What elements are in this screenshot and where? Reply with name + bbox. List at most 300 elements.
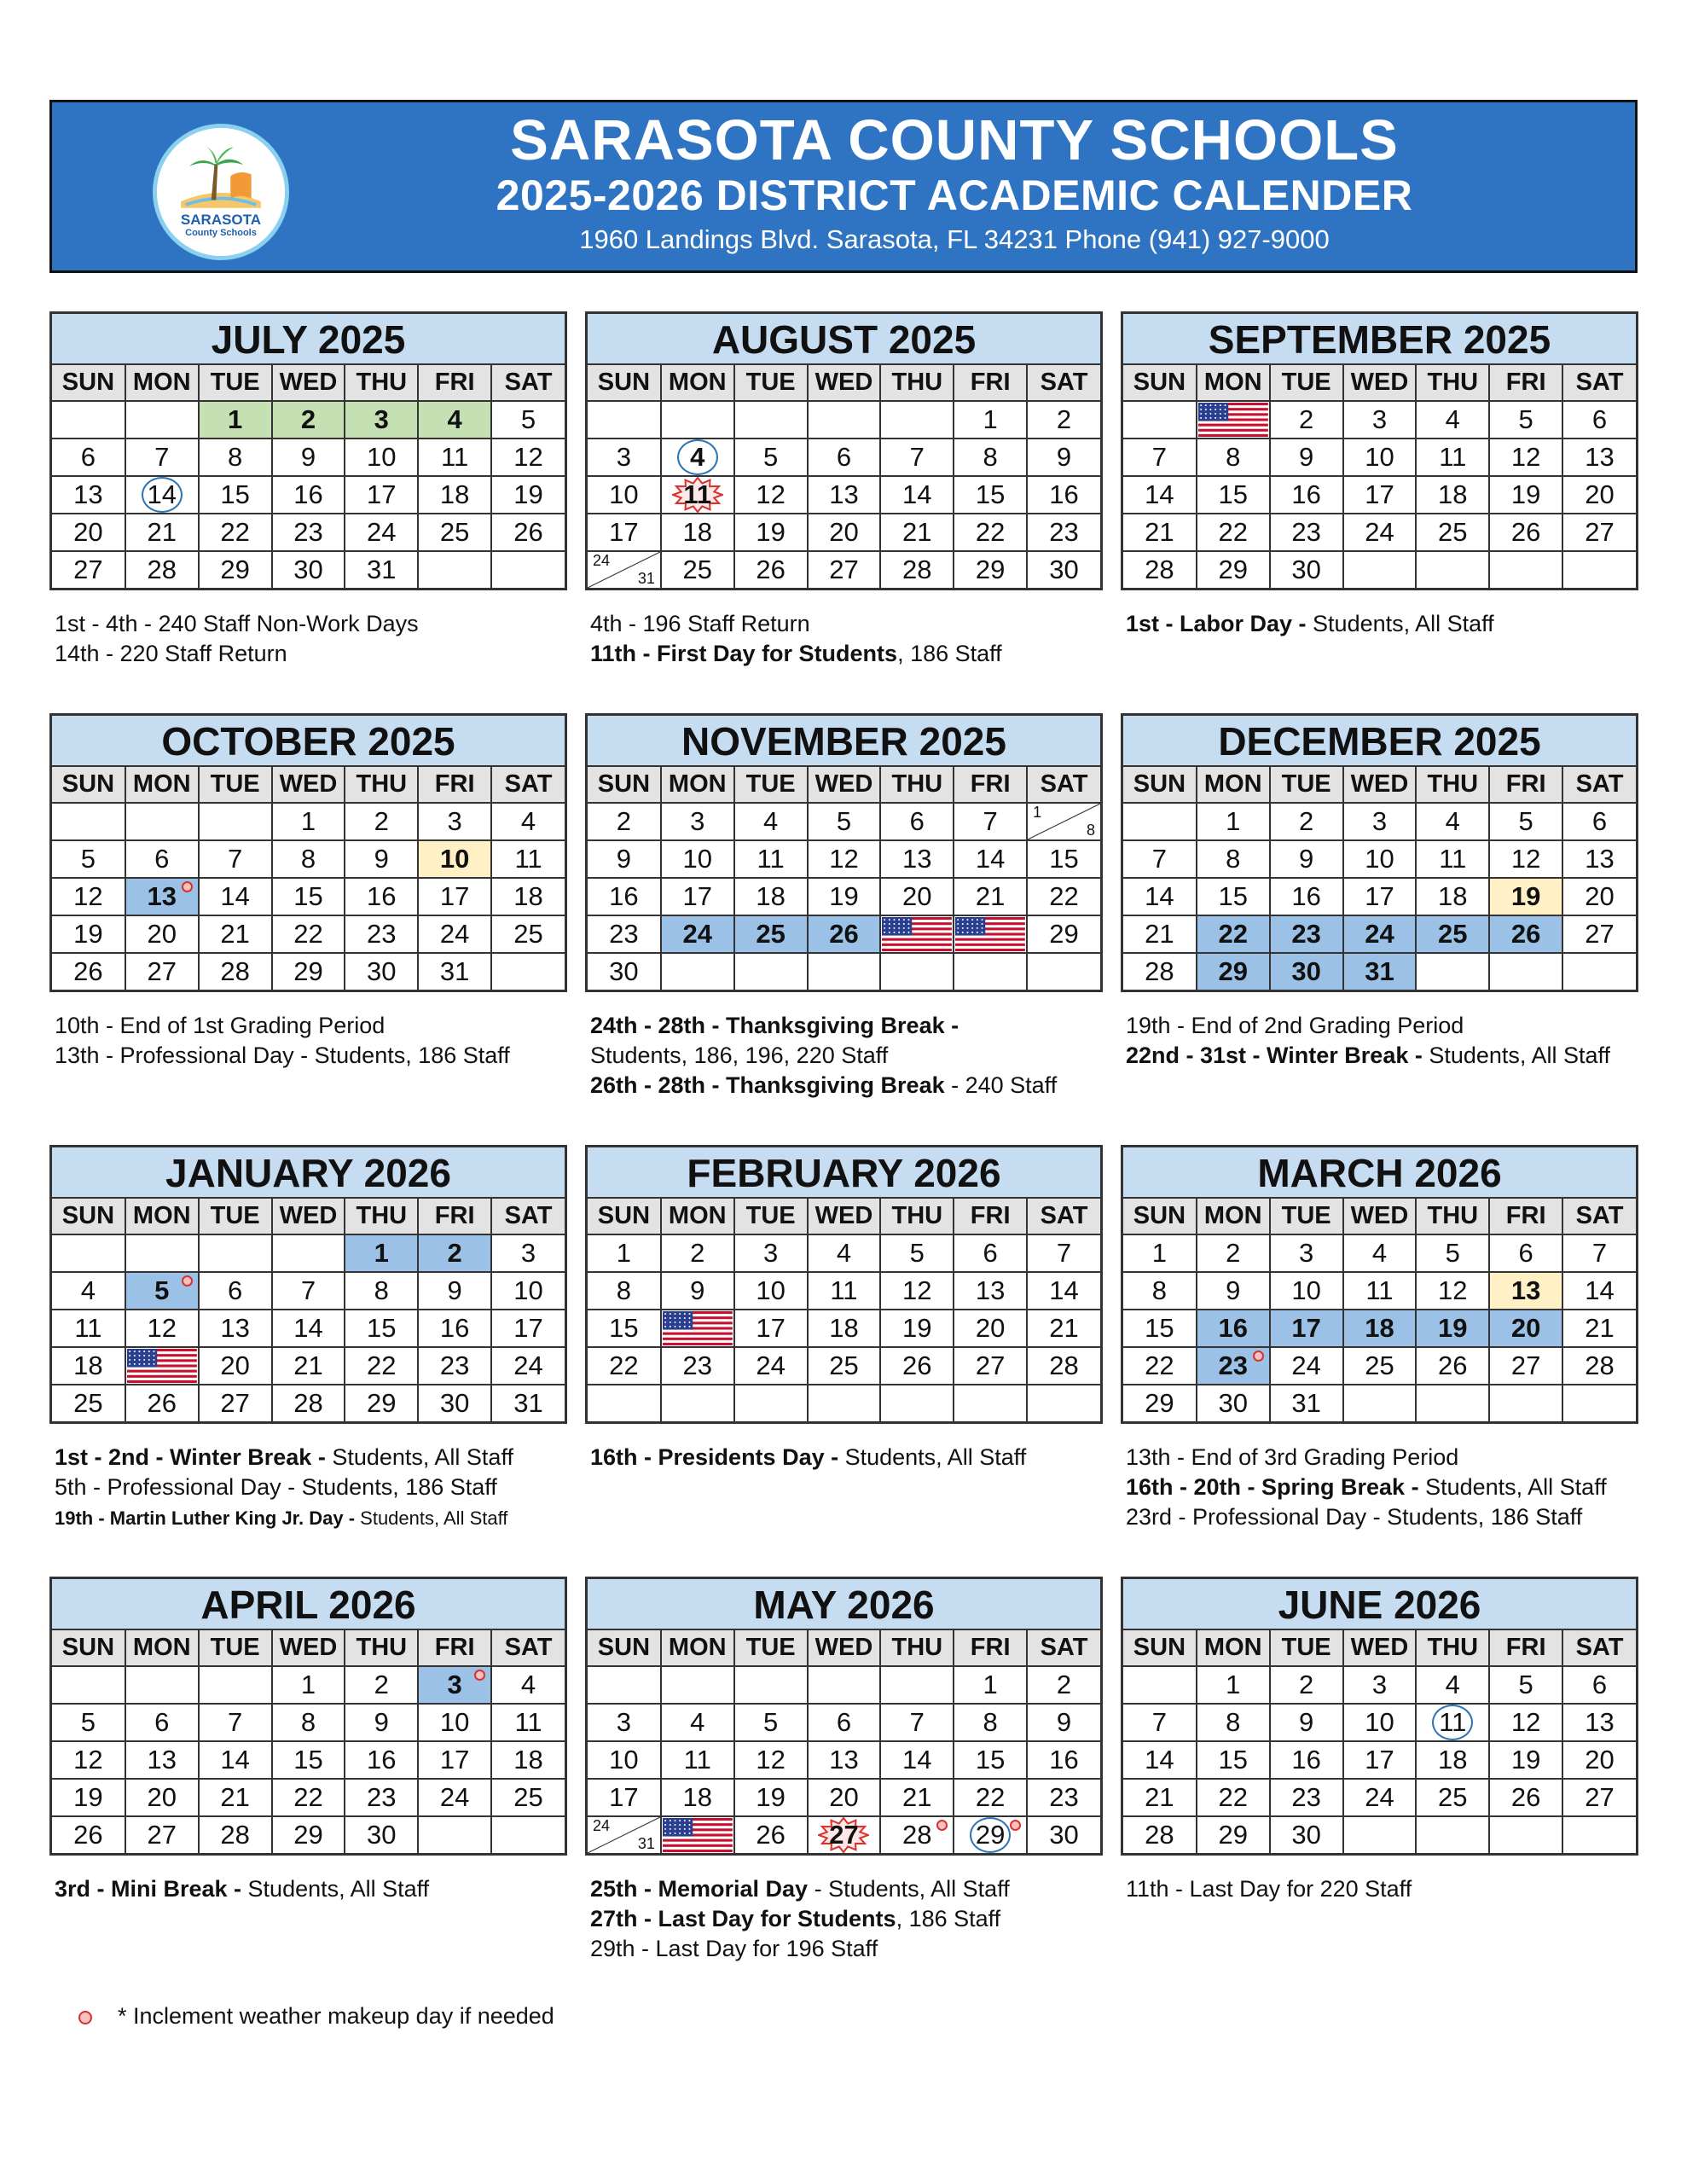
day-number: 23	[1049, 1782, 1079, 1812]
note-text: Students, All Staff	[1422, 1043, 1610, 1068]
day-cell	[588, 401, 661, 439]
weekday-header: SAT	[1562, 1630, 1636, 1666]
day-cell	[1416, 1310, 1489, 1347]
day-cell	[1197, 1272, 1270, 1310]
day-cell	[1416, 1741, 1489, 1779]
day-number: 24	[593, 552, 611, 569]
day-number: 26	[1438, 1350, 1468, 1380]
note-text: Students, 186, 196, 220 Staff	[590, 1043, 889, 1068]
day-number: 15	[293, 881, 323, 911]
month-notes	[49, 1443, 567, 1533]
day-cell	[1562, 1816, 1636, 1853]
month-notes	[585, 609, 1103, 669]
note-line	[1126, 1874, 1638, 1904]
day-number: 19	[756, 1782, 786, 1812]
day-number: 8	[1226, 442, 1241, 472]
day-number: 1	[983, 1670, 998, 1699]
note-line	[1126, 1011, 1638, 1041]
day-number: 29	[367, 1388, 397, 1418]
day-number: 10	[367, 442, 397, 472]
day-cell	[1343, 1272, 1417, 1310]
day-number: 14	[1585, 1275, 1615, 1305]
month-title: JULY 2025	[52, 314, 565, 365]
weekday-header: FRI	[1489, 767, 1562, 803]
day-cell	[1562, 476, 1636, 514]
day-cell	[1343, 1385, 1417, 1421]
day-number: 30	[1049, 555, 1079, 584]
day-number: 3	[447, 806, 462, 836]
day-cell	[1197, 551, 1270, 588]
note-text: 5th - Professional Day - Students, 186 Staff	[55, 1474, 497, 1500]
day-number: 28	[1145, 555, 1174, 584]
day-cell	[491, 1310, 565, 1347]
inclement-weather-icon	[1253, 1350, 1264, 1362]
day-cell	[1562, 915, 1636, 953]
note-text: 3rd - Mini Break -	[55, 1876, 242, 1902]
note-line	[590, 1041, 1103, 1071]
day-cell	[880, 1741, 954, 1779]
day-cell	[954, 1741, 1027, 1779]
month-block	[585, 1577, 1103, 1964]
day-number: 23	[1291, 919, 1321, 949]
day-cell	[199, 1272, 272, 1310]
day-cell	[418, 514, 491, 551]
day-number: 17	[756, 1313, 786, 1343]
day-number: 8	[983, 1707, 998, 1737]
day-cell	[1343, 551, 1417, 588]
day-cell	[199, 551, 272, 588]
day-cell	[272, 878, 345, 915]
us-flag-icon	[127, 1349, 197, 1383]
day-cell	[272, 551, 345, 588]
day-number: 6	[909, 806, 925, 836]
day-cell	[954, 915, 1027, 953]
day-number: 20	[902, 881, 932, 911]
day-cell	[954, 1310, 1027, 1347]
weekday-header: WED	[808, 767, 881, 803]
day-number: 8	[300, 1707, 316, 1737]
day-number: 3	[616, 1707, 632, 1737]
day-cell	[1270, 1347, 1343, 1385]
month-calendar	[585, 1577, 1103, 1856]
day-number: 16	[1291, 881, 1321, 911]
day-number: 22	[293, 1782, 323, 1812]
day-cell	[954, 439, 1027, 476]
day-number: 6	[836, 1707, 852, 1737]
day-number: 16	[293, 479, 323, 509]
day-cell	[661, 1741, 734, 1779]
weekday-header: MON	[1197, 767, 1270, 803]
day-cell	[1027, 953, 1100, 990]
day-cell	[880, 476, 954, 514]
day-cell	[1343, 953, 1417, 990]
month-block	[585, 311, 1103, 669]
weekday-header: MON	[661, 1630, 734, 1666]
day-cell	[1562, 840, 1636, 878]
day-cell	[588, 803, 661, 840]
day-number: 6	[1518, 1238, 1533, 1268]
day-number: 16	[1049, 1745, 1079, 1774]
note-text: Students, All Staff	[1418, 1474, 1607, 1500]
day-number: 6	[154, 1707, 170, 1737]
day-number: 14	[1049, 1275, 1079, 1305]
day-number: 17	[439, 881, 470, 911]
day-number: 18	[756, 881, 786, 911]
day-cell	[272, 1816, 345, 1853]
weekday-header: SAT	[1562, 767, 1636, 803]
day-number: 31	[439, 956, 470, 986]
day-cell	[1270, 878, 1343, 915]
day-cell	[954, 476, 1027, 514]
day-cell	[880, 551, 954, 588]
day-cell	[588, 1666, 661, 1704]
day-number: 8	[227, 442, 243, 472]
day-number: 15	[1145, 1313, 1174, 1343]
day-cell	[1489, 1704, 1562, 1741]
day-cell	[1489, 1347, 1562, 1385]
weekday-header: THU	[1416, 1199, 1489, 1234]
day-cell	[125, 401, 199, 439]
day-cell	[588, 1310, 661, 1347]
day-cell	[125, 514, 199, 551]
day-number: 13	[73, 479, 103, 509]
day-cell	[808, 1385, 881, 1421]
day-number: 16	[367, 881, 397, 911]
day-number: 6	[836, 442, 852, 472]
us-flag-icon	[955, 917, 1025, 951]
inclement-weather-icon	[474, 1670, 485, 1681]
day-number: 7	[983, 806, 998, 836]
day-number: 24	[682, 919, 712, 949]
day-number: 18	[1365, 1313, 1394, 1343]
day-cell	[1123, 1347, 1197, 1385]
day-number: 30	[367, 956, 397, 986]
day-number: 17	[1365, 881, 1394, 911]
weekday-header: WED	[272, 767, 345, 803]
day-number: 11	[757, 844, 785, 874]
day-cell	[1270, 953, 1343, 990]
day-cell	[1197, 514, 1270, 551]
day-number: 18	[1438, 1745, 1468, 1774]
day-cell	[1343, 514, 1417, 551]
header-banner	[49, 100, 1638, 273]
day-number: 27	[1510, 1350, 1541, 1380]
day-cell	[1123, 803, 1197, 840]
day-cell	[1123, 1704, 1197, 1741]
day-number: 17	[1291, 1313, 1321, 1343]
day-cell	[1270, 803, 1343, 840]
inclement-weather-icon	[182, 881, 193, 892]
day-number: 24	[439, 1782, 470, 1812]
day-cell	[808, 551, 881, 588]
day-number: 30	[1291, 555, 1321, 584]
note-text: 23rd - Professional Day - Students, 186 Staff	[1126, 1504, 1583, 1530]
day-cell	[1416, 1816, 1489, 1853]
day-cell	[1489, 915, 1562, 953]
note-line	[55, 609, 567, 639]
day-cell	[199, 1741, 272, 1779]
day-cell	[808, 803, 881, 840]
day-cell	[808, 1272, 881, 1310]
day-number: 6	[1591, 1670, 1608, 1699]
weekday-header: WED	[808, 1630, 881, 1666]
day-number: 23	[609, 919, 639, 949]
note-text: 19th - End of 2nd Grading Period	[1126, 1013, 1464, 1038]
day-cell	[734, 1347, 808, 1385]
day-cell	[588, 1704, 661, 1741]
day-cell	[880, 1779, 954, 1816]
us-flag-icon	[1198, 403, 1268, 437]
weekday-header: WED	[808, 365, 881, 401]
note-text: 1st - Labor Day -	[1126, 611, 1307, 636]
day-number: 22	[975, 517, 1006, 547]
day-number: 3	[762, 1238, 779, 1268]
day-number: 20	[1510, 1313, 1541, 1343]
day-number: 26	[147, 1388, 177, 1418]
day-number: 29	[1218, 555, 1248, 584]
note-text: 22nd - 31st - Winter Break -	[1126, 1043, 1423, 1068]
day-cell	[734, 1310, 808, 1347]
day-cell	[491, 439, 565, 476]
day-cell	[1489, 1272, 1562, 1310]
day-cell	[661, 1779, 734, 1816]
day-cell	[1027, 1779, 1100, 1816]
day-cell	[1270, 1272, 1343, 1310]
weekday-header: TUE	[1270, 1630, 1343, 1666]
day-cell	[1489, 401, 1562, 439]
day-number: 2	[1056, 1670, 1072, 1699]
day-number: 8	[616, 1275, 632, 1305]
day-cell	[880, 401, 954, 439]
note-line	[55, 1041, 567, 1071]
day-number: 26	[513, 517, 543, 547]
note-text: 27th - Last Day for Students	[590, 1906, 896, 1931]
day-number: 29	[975, 555, 1006, 584]
day-number: 17	[1365, 1745, 1394, 1774]
note-text: 29th - Last Day for 196 Staff	[590, 1936, 878, 1961]
month-calendar	[49, 713, 567, 992]
day-cell	[491, 551, 565, 588]
day-cell	[1123, 840, 1197, 878]
day-cell	[588, 476, 661, 514]
weekday-header: SAT	[491, 1199, 565, 1234]
day-cell	[1489, 1385, 1562, 1421]
day-cell	[1197, 1234, 1270, 1272]
month-title: FEBRUARY 2026	[588, 1147, 1100, 1199]
day-cell	[491, 915, 565, 953]
day-number: 20	[829, 1782, 859, 1812]
day-cell	[1123, 1272, 1197, 1310]
weekday-header: SUN	[1123, 767, 1197, 803]
day-cell	[52, 1385, 125, 1421]
day-cell	[954, 1234, 1027, 1272]
day-cell	[1343, 1347, 1417, 1385]
day-cell	[588, 840, 661, 878]
day-number: 25	[1365, 1350, 1394, 1380]
day-number: 18	[73, 1350, 103, 1380]
day-cell	[345, 551, 418, 588]
day-number: 19	[73, 919, 103, 949]
day-cell	[661, 401, 734, 439]
day-number: 18	[682, 1782, 712, 1812]
day-number: 19	[73, 1782, 103, 1812]
month-title: JUNE 2026	[1123, 1579, 1636, 1630]
day-cell	[1123, 1666, 1197, 1704]
month-block	[1121, 713, 1638, 1071]
day-number: 14	[1145, 1745, 1174, 1774]
day-cell	[1270, 1779, 1343, 1816]
month-title: OCTOBER 2025	[52, 716, 565, 767]
note-line	[590, 1011, 1103, 1041]
day-number: 4	[1371, 1238, 1388, 1268]
day-cell	[1270, 1385, 1343, 1421]
weekday-header: MON	[661, 1199, 734, 1234]
day-cell	[491, 1385, 565, 1421]
note-text: , 186 Staff	[896, 1906, 1001, 1931]
day-cell	[661, 1310, 734, 1347]
day-number: 20	[1585, 881, 1615, 911]
day-cell	[1027, 514, 1100, 551]
day-number: 16	[367, 1745, 397, 1774]
day-number: 19	[1510, 1745, 1541, 1774]
day-number: 18	[513, 1745, 543, 1774]
day-cell	[880, 1310, 954, 1347]
day-cell	[345, 1234, 418, 1272]
day-cell	[52, 1272, 125, 1310]
day-number: 7	[1151, 442, 1168, 472]
day-number: 3	[690, 806, 705, 836]
note-line	[55, 1011, 567, 1041]
month-block	[585, 1145, 1103, 1472]
note-text: 16th - Presidents Day -	[590, 1444, 839, 1470]
day-cell	[661, 514, 734, 551]
day-cell	[491, 1234, 565, 1272]
day-cell	[1562, 1272, 1636, 1310]
weekday-header: SUN	[1123, 365, 1197, 401]
day-cell	[345, 1347, 418, 1385]
weekday-header: FRI	[1489, 1199, 1562, 1234]
weekday-header: SAT	[491, 365, 565, 401]
note-line	[590, 609, 1103, 639]
day-number: 21	[1585, 1313, 1615, 1343]
month-notes	[1121, 1011, 1638, 1071]
day-cell	[1123, 1741, 1197, 1779]
day-cell	[1343, 1704, 1417, 1741]
day-number: 3	[520, 1238, 536, 1268]
day-cell	[808, 476, 881, 514]
day-cell	[199, 840, 272, 878]
day-cell	[588, 1741, 661, 1779]
us-flag-icon	[663, 1311, 733, 1345]
day-cell	[345, 1704, 418, 1741]
day-cell	[199, 1310, 272, 1347]
note-text: 26th - 28th - Thanksgiving Break	[590, 1072, 945, 1098]
weekday-header: MON	[125, 767, 199, 803]
day-number: 21	[220, 1782, 250, 1812]
day-cell	[954, 953, 1027, 990]
day-cell	[1197, 1779, 1270, 1816]
day-cell	[491, 953, 565, 990]
day-number: 7	[300, 1275, 316, 1305]
day-number: 17	[367, 479, 397, 509]
day-cell	[125, 1272, 199, 1310]
note-line	[590, 1071, 1103, 1101]
day-cell	[345, 1272, 418, 1310]
day-number: 20	[975, 1313, 1006, 1343]
month-block	[49, 1577, 567, 1904]
weekday-header: FRI	[1489, 365, 1562, 401]
day-number: 5	[80, 844, 96, 874]
month-title: APRIL 2026	[52, 1579, 565, 1630]
day-cell	[418, 953, 491, 990]
day-cell	[1416, 476, 1489, 514]
day-cell	[734, 514, 808, 551]
day-cell	[1270, 840, 1343, 878]
page-subtitle: 2025-2026 DISTRICT ACADEMIC CALENDER	[496, 171, 1413, 219]
day-number: 24	[593, 1817, 611, 1834]
day-number: 13	[829, 479, 859, 509]
day-number: 5	[762, 1707, 779, 1737]
note-text: 16th - 20th - Spring Break -	[1126, 1474, 1419, 1500]
day-cell	[954, 1704, 1027, 1741]
day-number: 16	[1218, 1313, 1248, 1343]
day-number: 28	[1145, 1820, 1174, 1850]
day-cell	[345, 1779, 418, 1816]
weekday-header: FRI	[418, 1630, 491, 1666]
day-cell	[661, 1385, 734, 1421]
weekday-header: WED	[272, 365, 345, 401]
note-text: 13th - Professional Day - Students, 186 Staff	[55, 1043, 510, 1068]
day-number: 9	[1298, 1707, 1314, 1737]
day-number: 12	[1510, 1707, 1541, 1737]
note-text: 4th - 196 Staff Return	[590, 611, 810, 636]
day-cell	[734, 551, 808, 588]
day-cell	[125, 439, 199, 476]
day-number: 2	[1298, 806, 1314, 836]
day-cell	[661, 551, 734, 588]
day-cell	[418, 803, 491, 840]
day-number: 5	[1518, 1670, 1533, 1699]
day-number: 16	[1291, 1745, 1321, 1774]
day-cell	[954, 551, 1027, 588]
day-cell	[734, 840, 808, 878]
day-cell	[1489, 803, 1562, 840]
day-number: 29	[1145, 1388, 1174, 1418]
day-cell	[125, 1385, 199, 1421]
month-title: NOVEMBER 2025	[588, 716, 1100, 767]
day-cell	[808, 915, 881, 953]
day-cell	[880, 1816, 954, 1853]
note-text: 24th - 28th - Thanksgiving Break -	[590, 1013, 959, 1038]
day-cell	[1027, 1272, 1100, 1310]
day-cell	[345, 878, 418, 915]
day-number: 5	[80, 1707, 96, 1737]
day-number: 12	[73, 881, 103, 911]
day-number: 21	[1145, 1782, 1174, 1812]
weekday-header: TUE	[734, 365, 808, 401]
weekday-header: MON	[125, 1630, 199, 1666]
day-number: 14	[220, 1745, 250, 1774]
day-number: 19	[756, 517, 786, 547]
day-cell	[661, 1234, 734, 1272]
day-number: 1	[227, 404, 243, 434]
weekday-header: MON	[1197, 1199, 1270, 1234]
day-cell	[272, 915, 345, 953]
day-number: 2	[374, 1670, 389, 1699]
month-notes	[585, 1874, 1103, 1964]
page-title: SARASOTA COUNTY SCHOOLS	[510, 108, 1399, 172]
day-number: 13	[147, 881, 177, 911]
